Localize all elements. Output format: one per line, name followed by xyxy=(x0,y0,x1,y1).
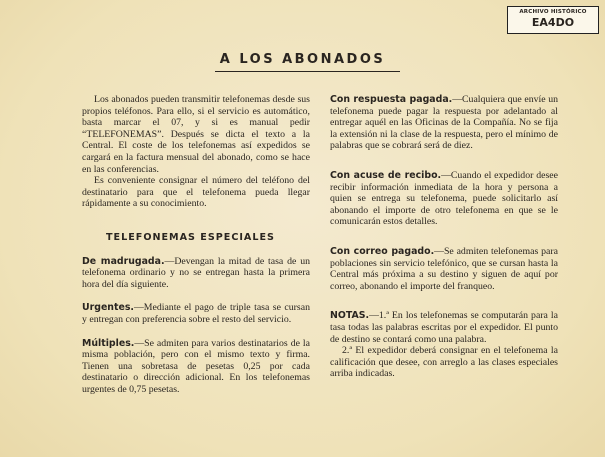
notas-heading: NOTAS. xyxy=(330,310,370,322)
urgentes-paragraph xyxy=(82,302,310,325)
multiples-text: —Se admiten para varios destinatarios de la misma población, pero con el mismo texto y firma. Tienen una sobretasa de pesetas 0,25 por cada destinatario o dirección adicional. En los telefonemas urgentes de 0,75 pesetas. xyxy=(82,337,310,395)
right-column xyxy=(330,94,558,380)
archive-stamp-code: EA4DO xyxy=(531,16,575,29)
intro-paragraph-1: Los abonados pueden transmitir telefonemas desde sus propios teléfonos. Para ello, si el servicio es automático, basta marcar el 07, y si es manual pedir “TELEFONEMAS”. Después se dicta el texto a la Central. El coste de los telefonemas así expedidos se cargará en la factura mensual del abonado, como se hace en las conferencias. xyxy=(82,94,310,175)
multiples-paragraph xyxy=(82,338,310,396)
madrugada-text: —Devengan la mitad de tasa de un telefonema ordinario y no se entregan hasta la primera hora del día siguiente. xyxy=(82,255,310,290)
madrugada-heading: De madrugada. xyxy=(82,255,165,267)
section-subtitle: TELEFONEMAS ESPECIALES xyxy=(106,231,275,243)
correo-paragraph xyxy=(330,246,558,292)
title-underline xyxy=(215,71,400,72)
correo-text: —Se admiten telefonemas para poblaciones sin servicio telefónico, que se cursan hasta la Central más próxima a su destino y siguen de aquí por correo, abonando el importe del franqueo. xyxy=(330,245,558,292)
notas-text-1: —1.ª En los telefonemas se computarán para la tasa todas las palabras escritas por el expedidor. El punto de destino se contará como una palabra. xyxy=(330,310,558,345)
respuesta-paragraph xyxy=(330,94,558,152)
acuse-paragraph xyxy=(330,170,558,228)
correo-heading: Con correo pagado. xyxy=(330,245,435,257)
page-title: A LOS ABONADOS xyxy=(219,52,386,67)
acuse-text: —Cuando el expedidor desee recibir información inmediata de la hora y persona a quien se entrega su telefonema, puede solicitarlo así abonando el importe de otro telefonema en que se le comunicarán estos detalles. xyxy=(330,169,558,228)
madrugada-paragraph xyxy=(82,256,310,291)
archive-stamp-label: ARCHIVO HISTÓRICO xyxy=(519,9,587,15)
respuesta-text: —Cualquiera que envíe un telefonema puede pagar la respuesta por adelantado al entregar aquél en las Oficinas de la Compañía. No se fija la extensión ni la clase de la respuesta, pero el mínimo de palabras que se cobrará será de diez. xyxy=(330,94,558,152)
urgentes-text: —Mediante el pago de triple tasa se cursan y entregan con preferencia sobre el resto del servicio. xyxy=(82,302,310,325)
archive-stamp xyxy=(507,6,599,34)
multiples-heading: Múltiples. xyxy=(82,337,135,349)
notas-text-2: 2.ª El expedidor deberá consignar en el telefonema la calificación que desee, con arreglo a las clases especiales arriba indicadas. xyxy=(330,345,558,380)
intro-paragraph-2: Es conveniente consignar el número del teléfono del destinatario para que el telefonema pueda llegar rápidamente a su conocimiento. xyxy=(82,175,310,210)
respuesta-heading: Con respuesta pagada. xyxy=(330,94,453,105)
acuse-heading: Con acuse de recibo. xyxy=(330,169,442,181)
notas-paragraph xyxy=(330,310,558,345)
left-column xyxy=(82,94,310,395)
urgentes-heading: Urgentes. xyxy=(82,302,134,314)
